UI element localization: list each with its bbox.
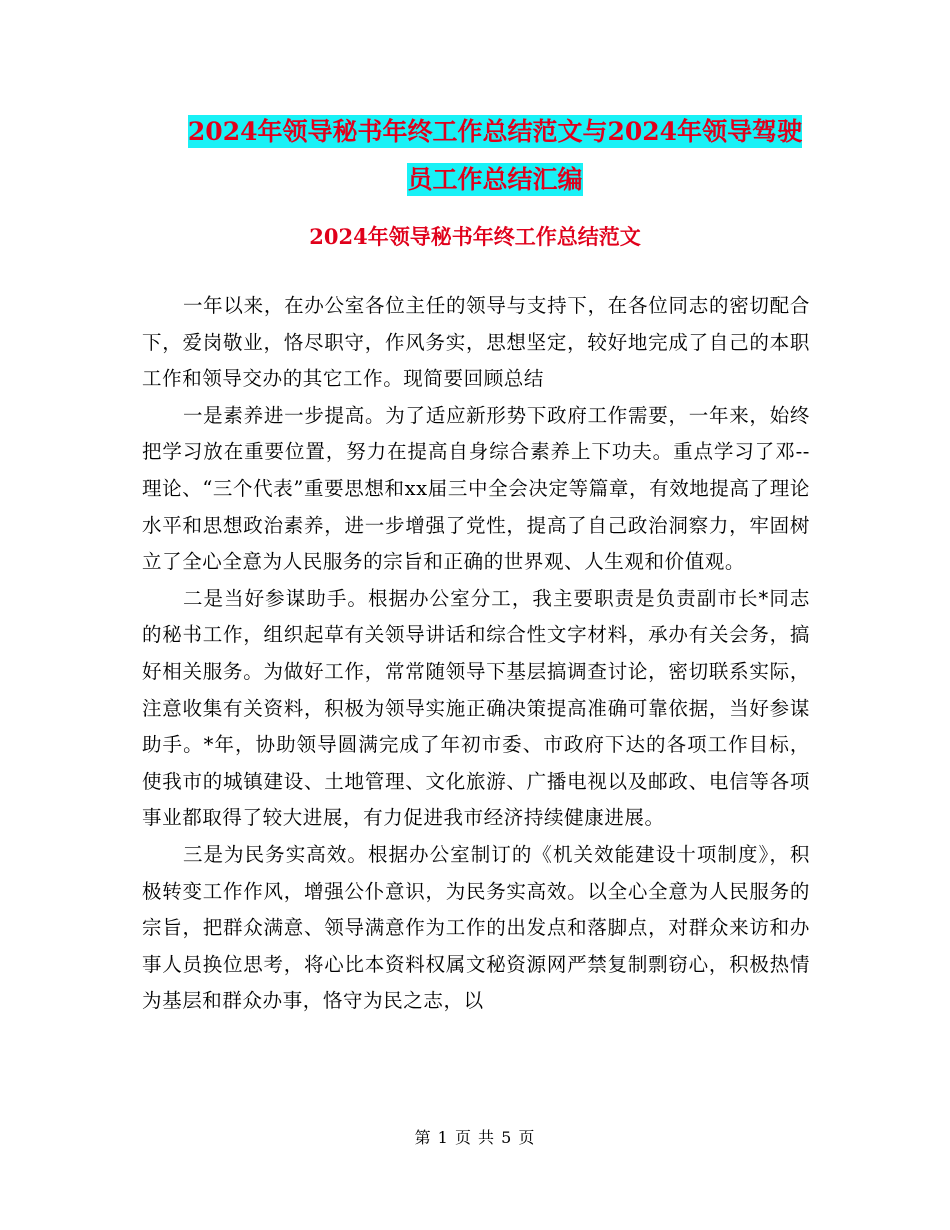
paragraph-three: 三是为民务实高效。根据办公室制订的《机关效能建设十项制度》，积极转变工作作风，增强公仆意识，为民务实高效。以全心全意为人民服务的宗旨，把群众满意、领导满意作为工作的出发点和落脚点，对群众来访和办事人员换位思考，将心比本资料权属文秘资源网严禁复制剽窃心，积极热情为基层和群众办事，恪守为民之志，以 [142,842,810,1013]
title-line-1: 2024年领导秘书年终工作总结范文与2024年领导驾驶 [187,117,803,146]
paragraph-intro: 一年以来，在办公室各位主任的领导与支持下，在各位同志的密切配合下，爱岗敬业，恪尽职守，作风务实，思想坚定，较好地完成了自己的本职工作和领导交办的其它工作。现简要回顾总结 [142,294,810,391]
body-text [142,288,810,1020]
title-line-2: 员工作总结汇编 [407,165,583,194]
page-footer: 第 1 页 共 5 页 [414,1128,536,1147]
paragraph-one: 一是素养进一步提高。为了适应新形势下政府工作需要，一年来，始终把学习放在重要位置，努力在提高自身综合素养上下功夫。重点学习了邓--理论、“三个代表”重要思想和xx届三中全会决定等篇章，有效地提高了理论水平和思想政治素养，进一步增强了党性，提高了自己政治洞察力，牢固树立了全心全意为人民服务的宗旨和正确的世界观、人生观和价值观。 [142,403,810,574]
section-heading: 2024年领导秘书年终工作总结范文 [309,224,641,249]
paragraph-two: 二是当好参谋助手。根据办公室分工，我主要职责是负责副市长*同志的秘书工作，组织起草有关领导讲话和综合性文字材料，承办有关会务，搞好相关服务。为做好工作，常常随领导下基层搞调查讨论，密切联系实际，注意收集有关资料，积极为领导实施正确决策提高准确可靠依据，当好参谋助手。*年，协助领导圆满完成了年初市委、市政府下达的各项工作目标，使我市的城镇建设、土地管理、文化旅游、广播电视以及邮政、电信等各项事业都取得了较大进展，有力促进我市经济持续健康进展。 [142,586,810,830]
document-title [140,108,850,204]
